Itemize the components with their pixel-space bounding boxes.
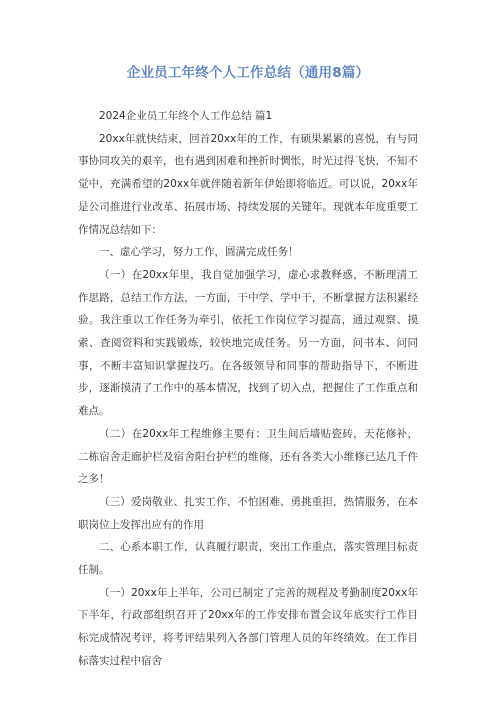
body-paragraph-1-2: （二）在20xx年工程维修主要有：卫生间后墙贴瓷砖，天花修补，二栋宿舍走廊护栏及宿舍阳台护栏的维修，还有各类大小维修已达几千件之多！: [78, 427, 418, 486]
section-heading-2: 二、心系本职工作，认真履行职责，突出工作重点，落实管理目标责任制。: [78, 541, 418, 577]
document-title: 企业员工年终个人工作总结（通用8篇）: [126, 65, 370, 81]
section-title: 2024企业员工年终个人工作总结 篇1: [99, 110, 273, 122]
body-paragraph-2-1: （一）20xx年上半年，公司已制定了完善的规程及考勤制度20xx年下半年，行政部组织召开了20xx年的工作安排布置会议年底实行工作目标完成情况考评，将考评结果列入各部门管理人员的年终绩效。在工作目标落实过程中宿舍: [78, 586, 418, 667]
body-paragraph-1-1: （一）在20xx年里，我自觉加强学习，虚心求教释惑，不断理清工作思路，总结工作方法，一方面，干中学、学中干，不断掌握方法积累经验。我注重以工作任务为牵引，依托工作岗位学习提高，通过观察、摸索、查阅资料和实践锻炼，较快地完成任务。另一方面，问书本、问同事，不断丰富知识掌握技巧。在各级领导和同事的帮助指导下，不断进步，逐渐摸清了工作中的基本情况，找到了切入点，把握住了工作重点和难点。: [78, 268, 418, 418]
section-heading-1: 一、虚心学习，努力工作，圆满完成任务！: [99, 246, 299, 259]
body-paragraph-1-3: （三）爱岗敬业、扎实工作、不怕困难、勇挑重担，热情服务，在本职岗位上发挥出应有的作用: [78, 495, 418, 531]
body-paragraph-intro: 20xx年就快结束，回首20xx年的工作，有硕果累累的喜悦，有与同事协同攻关的艰辛，也有遇到困难和挫折时惆怅，时光过得飞快，不知不觉中，充满希望的20xx年就伴随着新年伊始即将临近。可以说，20xx年是公司推进行业改革、拓展市场、持续发展的关键年。现就本年度重要工作情况总结如下：: [78, 132, 418, 236]
